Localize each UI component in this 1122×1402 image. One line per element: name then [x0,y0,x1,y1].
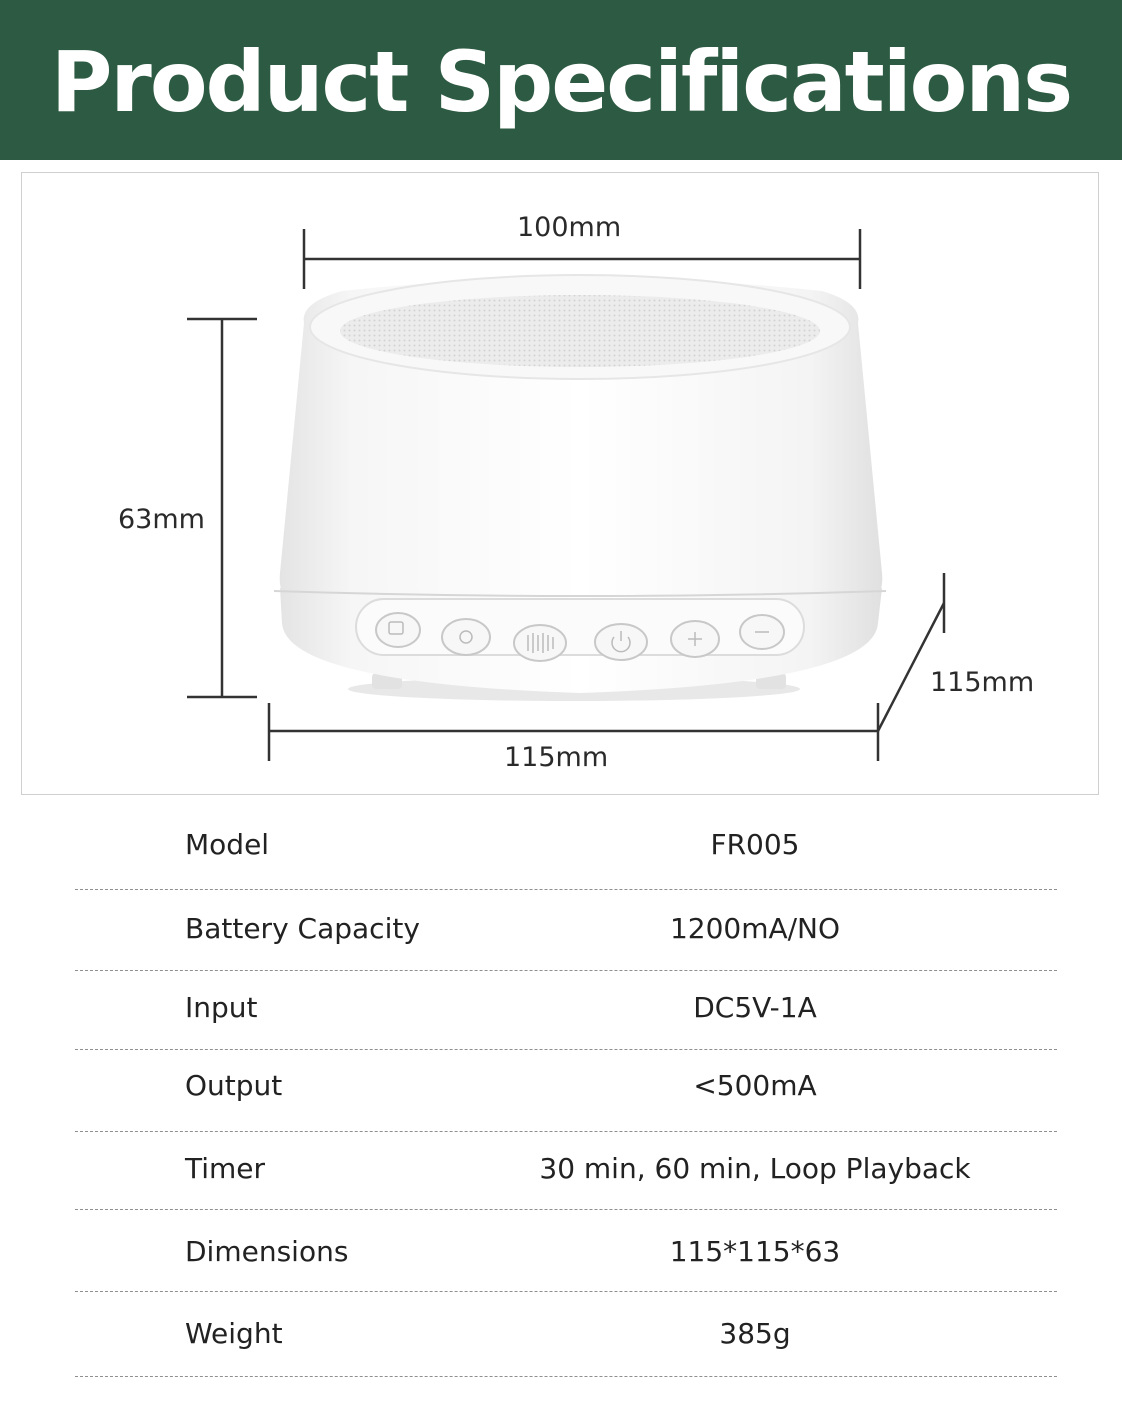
spec-value: 1200mA/NO [669,912,841,945]
spec-label: Timer [185,1152,266,1185]
spec-row-timer [75,1133,1057,1210]
spec-value: 30 min, 60 min, Loop Playback [539,1152,971,1185]
spec-label: Input [185,991,258,1024]
spec-value: DC5V-1A [693,991,817,1024]
spec-row-dimensions [75,1211,1057,1292]
spec-value: 115*115*63 [669,1235,841,1268]
spec-row-input [75,972,1057,1050]
spec-value: 385g [719,1317,791,1350]
spec-label: Model [185,828,270,861]
product-diagram-svg [22,173,1100,796]
spec-row-battery-capacity [75,891,1057,971]
sound-machine-device [274,275,886,701]
plus-icon[interactable] [671,621,719,657]
light-icon[interactable] [442,619,490,655]
spec-label: Battery Capacity [185,912,420,945]
power-icon[interactable] [595,624,647,660]
spec-value: <500mA [693,1069,817,1102]
spec-label: Output [185,1069,283,1102]
spec-value: FR005 [710,828,800,861]
top-width-label: 100mm [517,212,622,243]
baby-icon[interactable] [376,613,420,647]
spec-label: Weight [185,1317,283,1350]
minus-icon[interactable] [740,615,784,649]
spec-label: Dimensions [185,1235,349,1268]
bottom-width-label: 115mm [504,742,609,773]
height-label: 63mm [118,504,205,535]
spec-row-model [75,805,1057,890]
depth-label: 115mm [930,667,1035,698]
page-title: Product Specifications [50,33,1072,131]
spec-row-weight [75,1293,1057,1377]
spec-row-output [75,1051,1057,1132]
sound-wave-icon[interactable] [514,625,566,661]
product-diagram [21,172,1099,795]
depth-dimension-line [878,573,944,731]
